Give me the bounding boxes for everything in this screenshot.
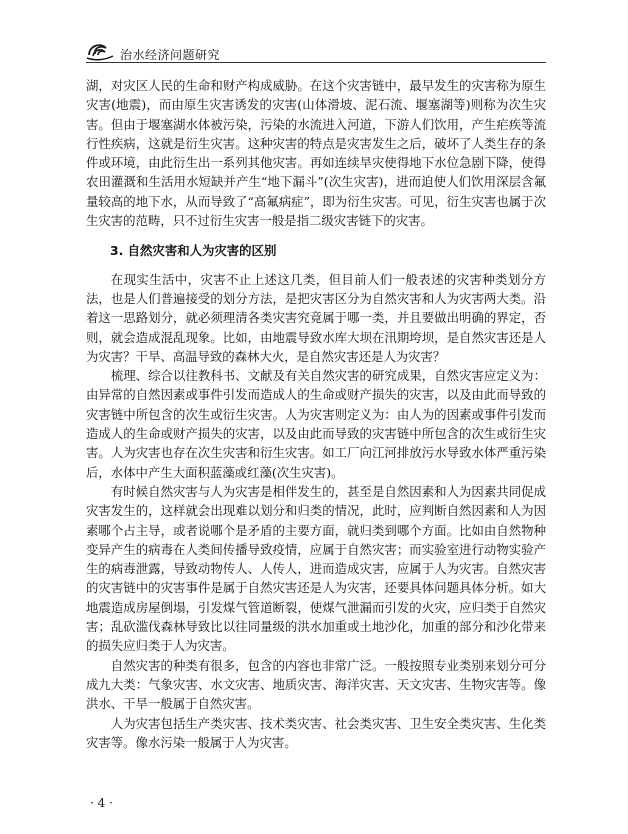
paragraph-4: 有时候自然灾害与人为灾害是相伴发生的，甚至是自然因素和人为因素共同促成灾害发生的，这样就会出现难以划分和归类的情况，此时，应判断自然因素和人为因素哪个占主导，或者说哪个是矛盾的主要方面，就归类到哪个方面。比如由自然物种变异产生的病毒在人类间传播导致疫情，应属于自然灾害；而实验室进行动物实验产生的病毒泄露，导致动物传人、人传人，进而造成灾害，应属于人为灾害。自然灾害的灾害链中的灾害事件是属于自然灾害还是人为灾害，还要具体问题具体分析。如大地震造成房屋倒塌，引发煤气管道断裂，使煤气泄漏而引发的火灾，应归类于自然灾害；乱砍滥伐森林导致比以往同量级的洪水加重或土地沙化，加重的部分和沙化带来的损失应归类于人为灾害。 bbox=[86, 483, 546, 654]
paragraph-3: 梳理、综合以往教科书、文献及有关自然灾害的研究成果，自然灾害应定义为：由异常的自然因素或事件引发而造成人的生命或财产损失的灾害，以及由此而导致的灾害链中所包含的次生或衍生灾害。人为灾害则定义为：由人为的因素或事件引发而造成人的生命或财产损失的灾害，以及由此而导致的灾害链中所包含的次生或衍生灾害。人为灾害也存在次生灾害和衍生灾害。如工厂向江河排放污水导致水体严重污染后，水体中产生大面积蓝藻或红藻(次生灾害)。 bbox=[86, 368, 546, 480]
paragraph-5: 自然灾害的种类有很多，包含的内容也非常广泛。一般按照专业类别来划分可分成九大类：气象灾害、水文灾害、地质灾害、海洋灾害、天文灾害、生物灾害等。像洪水、干旱一般属于自然灾害。 bbox=[86, 657, 546, 712]
paragraph-2: 在现实生活中，灾害不止上述这几类，但目前人们一般表述的灾害种类划分方法，也是人们普遍接受的划分方法，是把灾害区分为自然灾害和人为灾害两大类。沿着这一思路划分，就必须理清各类灾害究竟属于哪一类，并且要做出明确的界定，否则，就会造成混乱现象。比如，由地震导致水库大坝在汛期垮坝，是自然灾害还是人为灾害？干旱、高温导致的森林大火，是自然灾害还是人为灾害？ bbox=[86, 271, 546, 364]
body-text bbox=[86, 76, 546, 752]
header-rule bbox=[86, 62, 546, 63]
paragraph-6: 人为灾害包括生产类灾害、技术类灾害、社会类灾害、卫生安全类灾害、生化类灾害等。像水污染一般属于人为灾害。 bbox=[86, 715, 546, 750]
page-number: · 4 · bbox=[90, 796, 113, 810]
section-heading: 3. 自然灾害和人为灾害的区别 bbox=[110, 243, 277, 259]
running-header bbox=[86, 40, 546, 66]
paragraph-1: 湖，对灾区人民的生命和财产构成威胁。在这个灾害链中，最早发生的灾害称为原生灾害(地震)，而由原生灾害诱发的灾害(山体滑坡、泥石流、堰塞湖等)则称为次生灾害。但由于堰塞湖水体被污染，污染的水流进入河道，下游人们饮用，产生疟疾等流行性疾病，这就是衍生灾害。这种灾害的特点是灾害发生之后，破坏了人类生存的条件或环境，由此衍生出一系列其他灾害。再如连续旱灾使得地下水位急剧下降，使得农田灌溉和生活用水短缺并产生“地下漏斗”(次生灾害)，进而迫使人们饮用深层含氟量较高的地下水，从而导致了“高氟病症”，即为衍生灾害。可见，衍生灾害也属于次生灾害的范畴，只不过衍生灾害一般是指二级灾害链下的灾害。 bbox=[86, 78, 546, 229]
wave-swirl-logo bbox=[86, 40, 114, 62]
journal-title: 治水经济问题研究 bbox=[120, 48, 221, 62]
